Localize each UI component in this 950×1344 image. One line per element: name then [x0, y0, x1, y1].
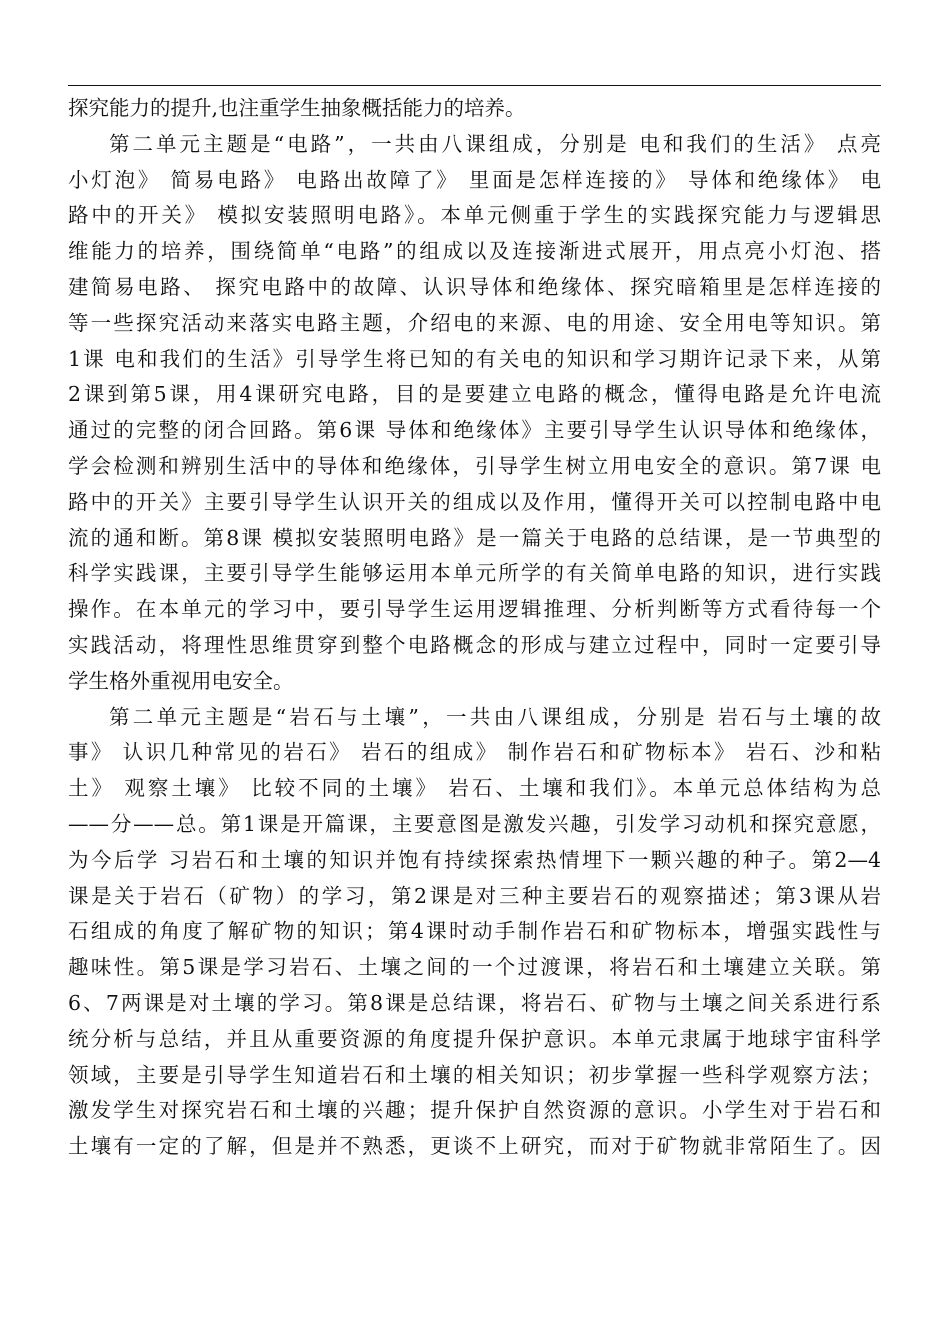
- text-line: 事》 认识几种常见的岩石》 岩石的组成》 制作岩石和矿物标本》 岩石、沙和粘: [68, 740, 881, 765]
- text-line: 等一些探究活动来落实电路主题，介绍电的来源、电的用途、安全用电等知识。第: [68, 310, 881, 335]
- text-line: 统分析与总结，并且从重要资源的角度提升保护意识。本单元隶属于地球宇宙科学: [68, 1026, 881, 1051]
- text-line: 小灯泡》 简易电路》 电路出故障了》 里面是怎样连接的》 导体和绝缘体》 电: [68, 167, 881, 192]
- text-line: 6、7两课是对土壤的学习。第8课是总结课，将岩石、矿物与土壤之间关系进行系: [68, 990, 881, 1015]
- text-line: 第二单元主题是“电路”，一共由八课组成，分别是 电和我们的生活》 点亮: [109, 131, 881, 156]
- paragraph: [68, 700, 881, 1165]
- text-line: 科学实践课，主要引导学生能够运用本单元所学的有关简单电路的知识，进行实践: [68, 561, 881, 586]
- text-line: 领域，主要是引导学生知道岩石和土壤的相关知识；初步掌握一些科学观察方法；: [68, 1062, 881, 1087]
- text-line: 1课 电和我们的生活》引导学生将已知的有关电的知识和学习期许记录下来，从第: [68, 346, 881, 371]
- text-line: 土》 观察土壤》 比较不同的土壤》 岩石、土壤和我们》。本单元总体结构为总: [68, 776, 881, 801]
- text-line: 流的通和断。第8课 模拟安装照明电路》是一篇关于电路的总结课，是一节典型的: [68, 525, 881, 550]
- text-line: 通过的完整的闭合回路。第6课 导体和绝缘体》主要引导学生认识导体和绝缘体，: [68, 418, 881, 443]
- text-line: 课是关于岩石（矿物）的学习，第2课是对三种主要岩石的观察描述；第3课从岩: [68, 883, 881, 908]
- paragraph: [68, 91, 881, 127]
- text-line: 探究能力的提升,也注重学生抽象概括能力的培养。: [68, 96, 526, 120]
- text-line: 建简易电路、 探究电路中的故障、认识导体和绝缘体、探究暗箱里是怎样连接的: [68, 274, 881, 299]
- text-line: 为今后学 习岩石和土壤的知识并饱有持续探索热情埋下一颗兴趣的种子。第2—4: [68, 847, 881, 872]
- text-line: 激发学生对探究岩石和土壤的兴趣；提升保护自然资源的意识。小学生对于岩石和: [68, 1098, 881, 1123]
- header-rule: [68, 85, 881, 86]
- text-line: 土壤有一定的了解，但是并不熟悉，更谈不上研究，而对于矿物就非常陌生了。因: [68, 1134, 881, 1159]
- text-line: 第二单元主题是“岩石与土壤”，一共由八课组成，分别是 岩石与土壤的故: [109, 704, 881, 729]
- text-line: 2课到第5课，用4课研究电路，目的是要建立电路的概念，懂得电路是允许电流: [68, 382, 881, 407]
- text-line: 路中的开关》主要引导学生认识开关的组成以及作用，懂得开关可以控制电路中电: [68, 489, 881, 514]
- document-body: [68, 91, 881, 1165]
- text-line: 维能力的培养，围绕简单“电路”的组成以及连接渐进式展开，用点亮小灯泡、搭: [68, 239, 881, 264]
- text-line: ——分——总。第1课是开篇课，主要意图是激发兴趣，引发学习动机和探究意愿，: [68, 811, 881, 836]
- text-line: 学生格外重视用电安全。: [68, 668, 294, 693]
- paragraph: [68, 127, 881, 700]
- text-line: 趣味性。第5课是学习岩石、土壤之间的一个过渡课，将岩石和土壤建立关联。第: [68, 955, 881, 980]
- text-line: 操作。在本单元的学习中，要引导学生运用逻辑推理、分析判断等方式看待每一个: [68, 597, 881, 622]
- text-line: 实践活动，将理性思维贯穿到整个电路概念的形成与建立过程中，同时一定要引导: [68, 632, 881, 657]
- text-line: 路中的开关》 模拟安装照明电路》。本单元侧重于学生的实践探究能力与逻辑思: [68, 203, 881, 228]
- text-line: 学会检测和辨别生活中的导体和绝缘体，引导学生树立用电安全的意识。第7课 电: [68, 453, 881, 478]
- text-line: 石组成的角度了解矿物的知识；第4课时动手制作岩石和矿物标本，增强实践性与: [68, 919, 881, 944]
